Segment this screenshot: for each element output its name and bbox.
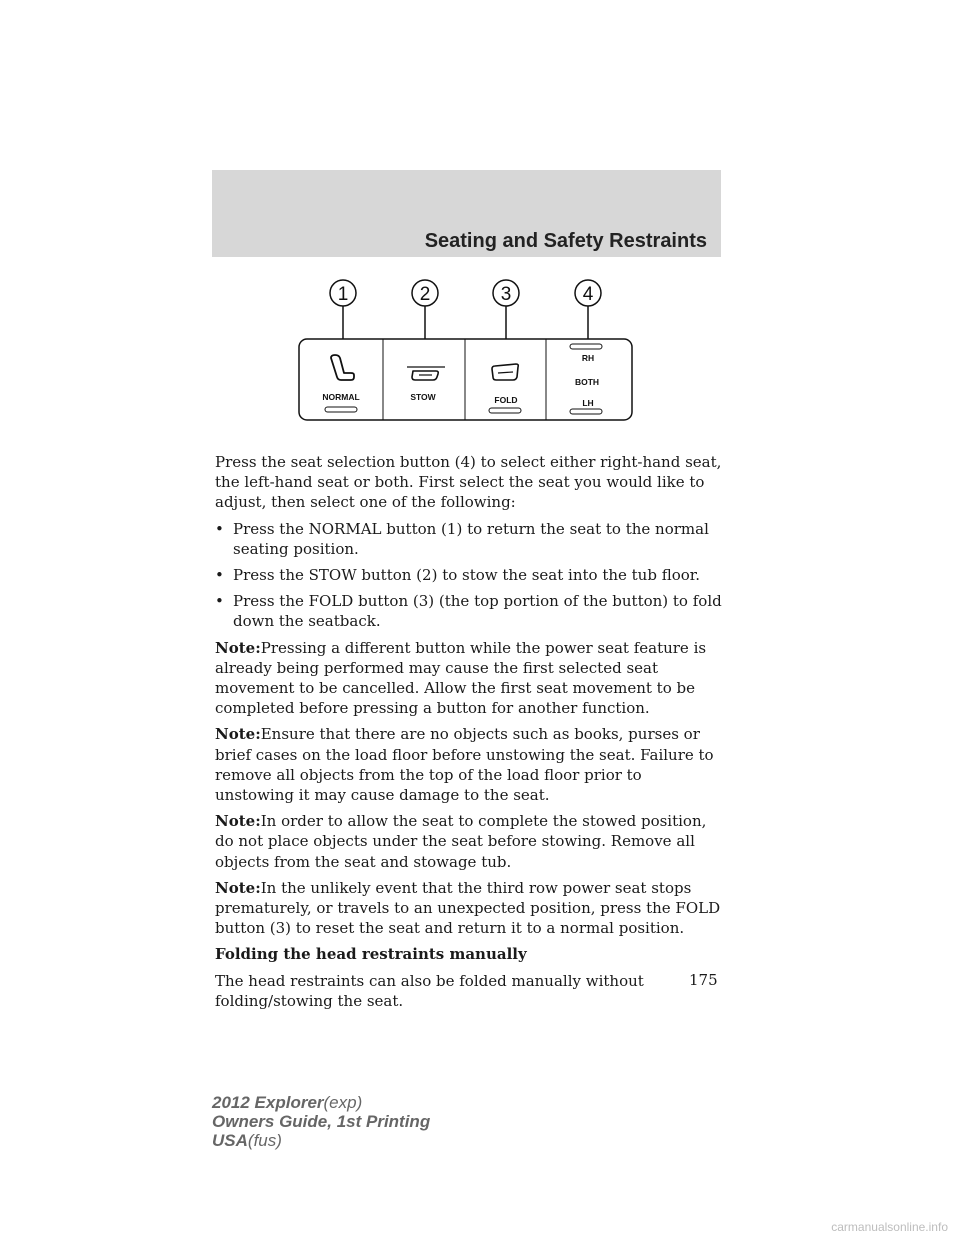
- page-number: 175: [689, 971, 718, 989]
- section-header: [212, 170, 721, 257]
- note-paragraph: [215, 638, 725, 719]
- normal-indicator: [325, 407, 357, 412]
- footer: [212, 1093, 430, 1150]
- bullet-text: Press the NORMAL button (1) to return the seat to the normal seating position.: [233, 519, 709, 558]
- bullet-item: [215, 565, 725, 585]
- callout-1: [330, 280, 356, 339]
- footer-model: 2012 Explorer: [212, 1093, 324, 1112]
- intro-paragraph: Press the seat selection button (4) to select either right-hand seat, the left-hand seat or both. First select the seat you would like to adjust, then select one of the following:: [215, 453, 722, 512]
- footer-printing: Owners Guide, 1st Printing: [212, 1112, 431, 1131]
- subheading: Folding the head restraints manually: [215, 945, 527, 964]
- watermark: carmanualsonline.info: [831, 1220, 948, 1234]
- bullet-text: Press the STOW button (2) to stow the seat into the tub floor.: [233, 566, 701, 585]
- bullet-item: [215, 519, 725, 559]
- lh-indicator: [570, 409, 602, 414]
- footer-line-2: [212, 1112, 430, 1131]
- rh-label: RH: [581, 353, 595, 363]
- lh-label: LH: [582, 398, 594, 408]
- fold-indicator: [489, 408, 521, 413]
- callout-2: [412, 280, 438, 339]
- normal-label: NORMAL: [322, 392, 360, 402]
- rh-indicator: [570, 344, 602, 349]
- both-label: BOTH: [574, 377, 600, 387]
- footer-line-1: [212, 1093, 430, 1112]
- seat-control-diagram: [295, 276, 635, 424]
- bullet-icon: •: [215, 566, 224, 585]
- callout-3: [493, 280, 519, 339]
- note-text: In the unlikely event that the third row power seat stops prematurely, or travels to an unexpected position, press the FOLD button (3) to reset the seat and return it to a normal position.: [215, 878, 721, 938]
- note-text: Pressing a different button while the power seat feature is already being performed may cause the first selected seat movement to be cancelled. Allow the first seat movement to be completed before pressing a button for another function.: [215, 638, 707, 718]
- body-text: [215, 452, 725, 1017]
- note-paragraph: [215, 878, 725, 939]
- note-label: Note:: [215, 878, 261, 897]
- callout-3-label: 3: [500, 284, 512, 305]
- callout-4: [575, 280, 601, 339]
- bullet-icon: •: [215, 519, 224, 538]
- note-paragraph: [215, 724, 725, 805]
- note-label: Note:: [215, 638, 261, 657]
- seat-fold-icon: [492, 364, 518, 380]
- note-text: Ensure that there are no objects such as books, purses or brief cases on the load floor before unstowing the seat. Failure to remove all objects from the top of the load floor prior to unstowing it may cause damage to the seat.: [215, 725, 714, 805]
- note-label: Note:: [215, 725, 261, 744]
- footer-model-code: (exp): [323, 1093, 363, 1112]
- callout-1-label: 1: [337, 284, 349, 305]
- footer-line-3: [212, 1131, 430, 1150]
- note-label: Note:: [215, 812, 261, 831]
- footer-market: USA: [212, 1131, 248, 1150]
- section-title: Seating and Safety Restraints: [424, 230, 707, 252]
- footer-market-code: (fus): [247, 1131, 282, 1150]
- callout-4-label: 4: [582, 284, 594, 305]
- closing-paragraph: The head restraints can also be folded manually without folding/stowing the seat.: [215, 971, 644, 1010]
- bullet-icon: •: [215, 592, 224, 611]
- callout-2-label: 2: [419, 284, 431, 305]
- bullet-item: [215, 591, 725, 631]
- note-paragraph: [215, 811, 725, 872]
- stow-label: STOW: [410, 392, 436, 402]
- note-text: In order to allow the seat to complete the stowed position, do not place objects under the seat before stowing. Remove all objects from the seat and stowage tub.: [215, 812, 707, 871]
- fold-label: FOLD: [494, 395, 518, 405]
- bullet-text: Press the FOLD button (3) (the top portion of the button) to fold down the seatback.: [233, 592, 722, 631]
